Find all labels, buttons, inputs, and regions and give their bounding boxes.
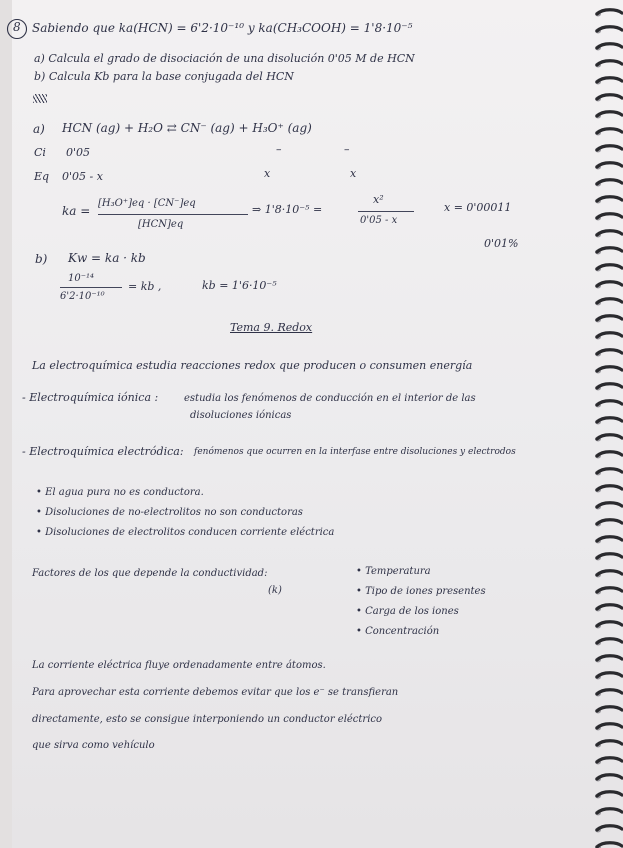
spiral-ring [595, 180, 622, 187]
spiral-ring [595, 248, 622, 255]
spiral-ring [595, 452, 622, 459]
spiral-ring [595, 571, 622, 578]
closing-line-3: directamente, esto se consigue interponiendo un conductor eléctrico [32, 714, 383, 725]
spiral-ring [595, 503, 622, 510]
spiral-ring [595, 231, 622, 238]
spiral-ring [595, 520, 622, 527]
page-margin [0, 0, 12, 848]
exercise-number: 8 [13, 20, 21, 34]
spiral-ring [595, 622, 622, 629]
x-value: x = 0'00011 [444, 201, 512, 214]
spiral-ring [595, 418, 622, 425]
x-fraction-bar [358, 211, 414, 212]
kb-result: = kb , [128, 280, 162, 293]
spiral-ring [595, 146, 622, 153]
spiral-ring [595, 792, 622, 799]
spiral-ring [595, 673, 622, 680]
reaction-equation: HCN (ag) + H₂O ⇄ CN⁻ (ag) + H₃O⁺ (ag) [62, 121, 312, 135]
electrodica-heading: - Electroquímica electródica: [22, 445, 184, 458]
spiral-ring [595, 469, 622, 476]
ka-denominator: [HCN]eq [138, 219, 184, 230]
ka-result: ⇒ 1'8·10⁻⁵ = [252, 203, 323, 216]
spiral-ring [595, 486, 622, 493]
eq-x-2: x [350, 167, 357, 180]
spiral-ring [595, 350, 622, 357]
ionica-heading: - Electroquímica iónica : [22, 391, 159, 404]
ionica-text-2: disoluciones iónicas [190, 410, 292, 421]
kw-relation: Kw = ka · kb [68, 251, 146, 265]
spiral-ring [595, 197, 622, 204]
spiral-ring [595, 265, 622, 272]
factor-2: • Tipo de iones presentes [356, 586, 486, 597]
ka-numerator: [H₃O⁺]eq · [CN⁻]eq [98, 198, 196, 209]
topic-title: Tema 9. Redox [230, 321, 313, 334]
spiral-ring [595, 282, 622, 289]
notes-intro: La electroquímica estudia reacciones redox que producen o consumen energía [32, 359, 473, 372]
ka-prefix: ka = [62, 204, 91, 218]
eq-x-1: x [264, 167, 271, 180]
factor-4-text: Concentración [365, 626, 440, 637]
factor-1: • Temperatura [356, 566, 431, 577]
closing-line-1: La corriente eléctrica fluye ordenadamente entre átomos. [32, 660, 326, 671]
question-a: a) Calcula el grado de disociación de una disolución 0'05 M de HCN [34, 52, 415, 65]
ka-fraction-bar [98, 214, 248, 215]
closing-line-4: que sirva como vehículo [32, 740, 155, 751]
bullet-3-text: Disoluciones de electrolitos conducen corriente eléctrica [45, 527, 335, 538]
x-denominator: 0'05 - x [360, 215, 398, 226]
ionica-text: estudia los fenómenos de conducción en el interior de las [184, 393, 476, 404]
spiral-ring [595, 299, 622, 306]
spiral-ring [595, 384, 622, 391]
bullet-2-text: Disoluciones de no-electrolitos no son conductoras [45, 507, 303, 518]
question-b: b) Calcula Kb para la base conjugada del HCN [34, 70, 294, 83]
spiral-ring [595, 809, 622, 816]
spiral-ring [595, 639, 622, 646]
ci-label: Ci [34, 146, 46, 159]
spiral-ring [595, 707, 622, 714]
spiral-ring [595, 333, 622, 340]
bullet-3: • Disoluciones de electrolitos conducen corriente eléctrica [36, 527, 335, 538]
spiral-ring [595, 10, 622, 17]
eq-label: Eq [34, 170, 50, 183]
factor-3-text: Carga de los iones [365, 606, 459, 617]
spiral-ring [595, 27, 622, 34]
solution-b-label: b) [35, 252, 48, 266]
exercise-number-circle [6, 20, 21, 34]
spiral-ring [595, 435, 622, 442]
dissociation-percent: 0'01% [484, 237, 519, 250]
bullet-1-text: El agua pura no es conductora. [45, 487, 204, 498]
scribble-mark [33, 94, 47, 103]
spiral-ring [595, 741, 622, 748]
spiral-ring [595, 605, 622, 612]
spiral-ring [595, 656, 622, 663]
factor-1-text: Temperatura [365, 566, 431, 577]
spiral-ring [595, 61, 622, 68]
spiral-ring [595, 316, 622, 323]
kb-value: kb = 1'6·10⁻⁵ [202, 279, 277, 292]
spiral-ring [595, 758, 622, 765]
ci-value: 0'05 [66, 146, 91, 159]
bullet-1: • El agua pura no es conductora. [36, 487, 204, 498]
ci-dash-1: – [276, 143, 282, 156]
spiral-ring [595, 826, 622, 833]
spiral-ring [595, 163, 622, 170]
solution-a-label: a) [33, 122, 45, 136]
factor-2-text: Tipo de iones presentes [365, 586, 486, 597]
spiral-ring [595, 401, 622, 408]
spiral-ring [595, 775, 622, 782]
spiral-binding [591, 0, 623, 848]
spiral-ring [595, 843, 622, 848]
eq-value: 0'05 - x [62, 170, 103, 183]
kb-fraction-bar [60, 287, 122, 288]
spiral-ring [595, 690, 622, 697]
closing-line-2: Para aprovechar esta corriente debemos evitar que los e⁻ se transfieran [32, 687, 399, 698]
spiral-ring [595, 214, 622, 221]
spiral-ring [595, 112, 622, 119]
spiral-ring [595, 724, 622, 731]
x-squared: x² [373, 193, 384, 206]
spiral-ring [595, 95, 622, 102]
spiral-ring [595, 367, 622, 374]
kb-numerator: 10⁻¹⁴ [68, 273, 95, 284]
spiral-ring [595, 588, 622, 595]
spiral-ring [595, 129, 622, 136]
bullet-2: • Disoluciones de no-electrolitos no son conductoras [36, 507, 303, 518]
ci-dash-2: – [344, 143, 350, 156]
spiral-ring [595, 537, 622, 544]
factor-3: • Carga de los iones [356, 606, 459, 617]
kb-denominator: 6'2·10⁻¹⁰ [60, 291, 105, 302]
spiral-ring [595, 554, 622, 561]
factor-4: • Concentración [356, 626, 440, 637]
factors-label: Factores de los que depende la conductividad: [32, 568, 268, 579]
electrodica-text: fenómenos que ocurren en la interfase entre disoluciones y electrodos [194, 447, 516, 457]
factors-symbol: (k) [268, 585, 282, 596]
exercise-statement: Sabiendo que ka(HCN) = 6'2·10⁻¹⁰ y ka(CH₃COOH) = 1'8·10⁻⁵ [32, 21, 413, 35]
spiral-ring [595, 44, 622, 51]
spiral-ring [595, 78, 622, 85]
